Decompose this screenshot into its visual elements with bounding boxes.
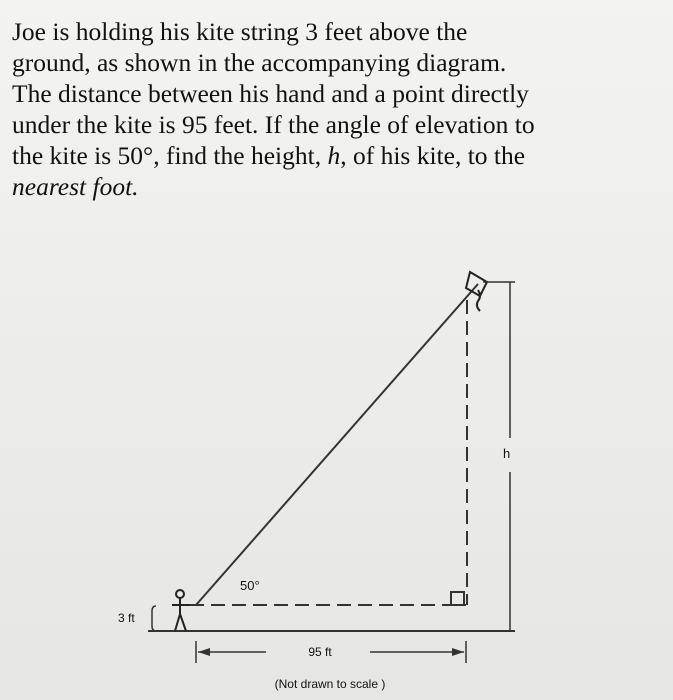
scale-note: (Not drawn to scale ): [274, 677, 386, 691]
distance-arrowhead-right: [452, 648, 464, 656]
problem-line-3: The distance between his hand and a point directly: [12, 79, 529, 108]
angle-label: 50°: [240, 578, 260, 593]
right-angle-marker-icon: [451, 592, 464, 605]
hand-height-bracket: [152, 606, 156, 631]
problem-line-1: Joe is holding his kite string 3 feet above the: [12, 17, 468, 46]
problem-line-2: ground, as shown in the accompanying diagram.: [12, 48, 507, 77]
distance-label: 95 ft: [308, 645, 332, 659]
problem-line-6: nearest foot.: [12, 172, 139, 201]
problem-line-5-end: , of his kite, to the: [340, 141, 526, 170]
problem-line-5-start: the kite is 50°, find the height,: [12, 141, 328, 170]
height-label: h: [503, 446, 511, 461]
height-variable: h: [327, 141, 341, 170]
problem-line-4: under the kite is 95 feet. If the angle of elevation to: [12, 110, 535, 139]
stick-figure-icon: [172, 590, 190, 631]
kite-string-line: [196, 284, 478, 605]
hand-height-label: 3 ft: [118, 611, 135, 625]
kite-icon: [466, 272, 487, 311]
distance-arrowhead-left: [198, 648, 210, 656]
